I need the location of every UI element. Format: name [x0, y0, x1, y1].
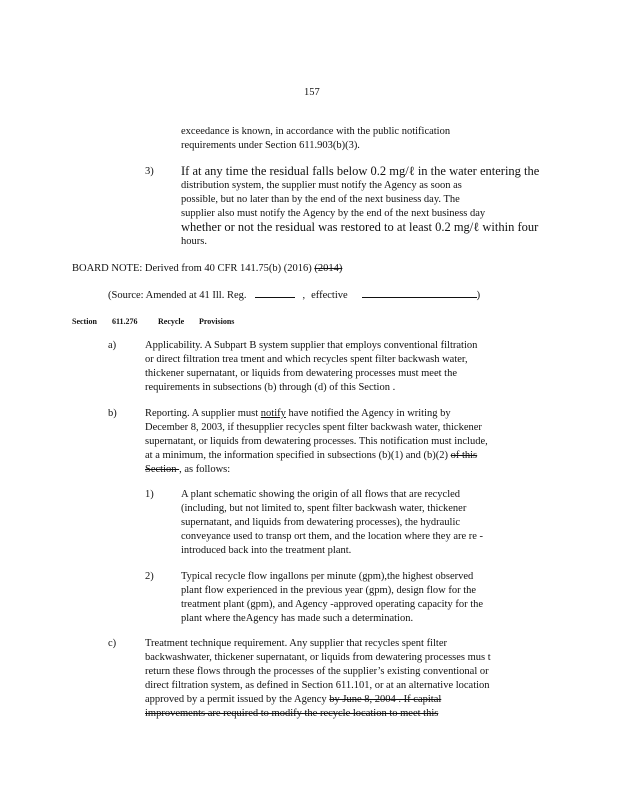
item-b-inserted-text: notify	[260, 408, 286, 419]
item-3-line-1: If at any time the residual falls below 0.2 mg/ℓ in the water entering the	[181, 164, 540, 178]
item-3-line-3: possible, but no later than by the end of the next business day. The	[181, 194, 460, 205]
register-blank	[255, 287, 295, 298]
item-b-line-1	[145, 407, 451, 421]
item-b1-line-1: A plant schematic showing the origin of all flows that are recycled	[181, 489, 461, 500]
item-a-line-3: thickener supernatant, or liquids from dewatering processes must meet the	[145, 368, 457, 379]
item-c-line-5-struck: by June 8, 2004 . If capital	[329, 694, 442, 705]
item-a-line-2: or direct filtration trea tment and which recycles spent filter backwash water,	[145, 354, 468, 365]
item-3-line-5: whether or not the residual was restored to at least 0.2 mg/ℓ within four	[181, 220, 539, 234]
item-c-line-5	[145, 693, 441, 707]
item-b-line-5-struck: Section	[145, 464, 180, 475]
item-c-line-2: backwashwater, thickener supernatant, or liquids from dewatering processes mus t	[145, 652, 491, 663]
cont-line-2: requirements under Section 611.903(b)(3).	[181, 140, 360, 151]
section-number: 611.276	[112, 317, 138, 326]
section-title-1: Recycle	[158, 317, 185, 326]
item-b1-line-4: conveyance used to transp ort them, and the location where they are re -	[181, 531, 484, 542]
item-c-line-4: direct filtration system, as defined in Section 611.101, or at an alternative location	[145, 680, 490, 691]
item-a-line-1: Applicability. A Subpart B system supplier that employs conventional filtration	[145, 340, 478, 351]
section-title-2: Provisions	[199, 317, 235, 326]
source-line: (Source: Amended at 41 Ill. Reg. , effective )	[108, 287, 480, 303]
cont-line-1: exceedance is known, in accordance with the public notification	[181, 126, 451, 137]
page-number: 157	[304, 87, 320, 98]
item-b-line-5	[145, 463, 230, 477]
item-b2-number: 2)	[145, 571, 154, 582]
board-note-struck: (2014)	[314, 263, 343, 274]
source-close: )	[476, 290, 481, 301]
item-b1-number: 1)	[145, 489, 154, 500]
item-c-line-3: return these flows through the processes of the supplier’s existing conventional or	[145, 666, 489, 677]
item-3-number: 3)	[145, 166, 154, 177]
item-c-line-5-text: approved by a permit issued by the Agency	[145, 694, 330, 705]
item-b1-line-5: introduced back into the treatment plant.	[181, 545, 352, 556]
item-b-line-5-post: , as follows:	[179, 464, 231, 475]
item-b-number: b)	[108, 408, 117, 419]
source-effective: effective	[311, 290, 348, 301]
item-c-line-1: Treatment technique requirement. Any supplier that recycles spent filter	[145, 638, 447, 649]
item-b-line-2: December 8, 2003, if thesupplier recycles spent filter backwash water, thickener	[145, 422, 482, 433]
item-b-line-3: supernatant, or liquids from dewatering processes. This notification must include,	[145, 436, 488, 447]
item-b2-line-1: Typical recycle flow ingallons per minute (gpm),the highest observed	[181, 571, 474, 582]
item-c-number: c)	[108, 638, 117, 649]
item-3-line-4: supplier also must notify the Agency by the end of the next business day	[181, 208, 486, 219]
item-3-line-2: distribution system, the supplier must notify the Agency as soon as	[181, 180, 462, 191]
item-b2-line-3: treatment plant (gpm), and Agency -approved operating capacity for the	[181, 599, 484, 610]
item-3-line-6: hours.	[181, 236, 207, 247]
item-b-line-1-post: have notified the Agency in writing by	[285, 408, 451, 419]
effective-blank	[362, 287, 477, 298]
item-b-line-4-struck: of this	[450, 450, 478, 461]
item-b-line-1-pre: Reporting. A supplier must	[145, 408, 261, 419]
source-prefix: (Source: Amended at 41 Ill. Reg.	[108, 290, 247, 301]
board-note	[72, 262, 342, 276]
item-b2-line-4: plant where theAgency has made such a determination.	[181, 613, 414, 624]
item-b-line-4-text: at a minimum, the information specified in subsections (b)(1) and (b)(2)	[145, 450, 451, 461]
item-c-line-6-struck: improvements are required to modify the recycle location to meet this	[145, 708, 439, 719]
item-a-number: a)	[108, 340, 117, 351]
board-note-text: BOARD NOTE: Derived from 40 CFR 141.75(b) (2016)	[72, 263, 315, 274]
item-a-line-4: requirements in subsections (b) through (d) of this Section .	[145, 382, 396, 393]
section-label: Section	[72, 317, 97, 326]
item-b1-line-3: supernatant, and liquids from dewatering processes), the hydraulic	[181, 517, 461, 528]
item-b-line-4	[145, 449, 477, 463]
item-b2-line-2: plant flow experienced in the previous year (gpm), design flow for the	[181, 585, 477, 596]
item-b1-line-2: (including, but not limited to, spent filter backwash water, thickener	[181, 503, 467, 514]
